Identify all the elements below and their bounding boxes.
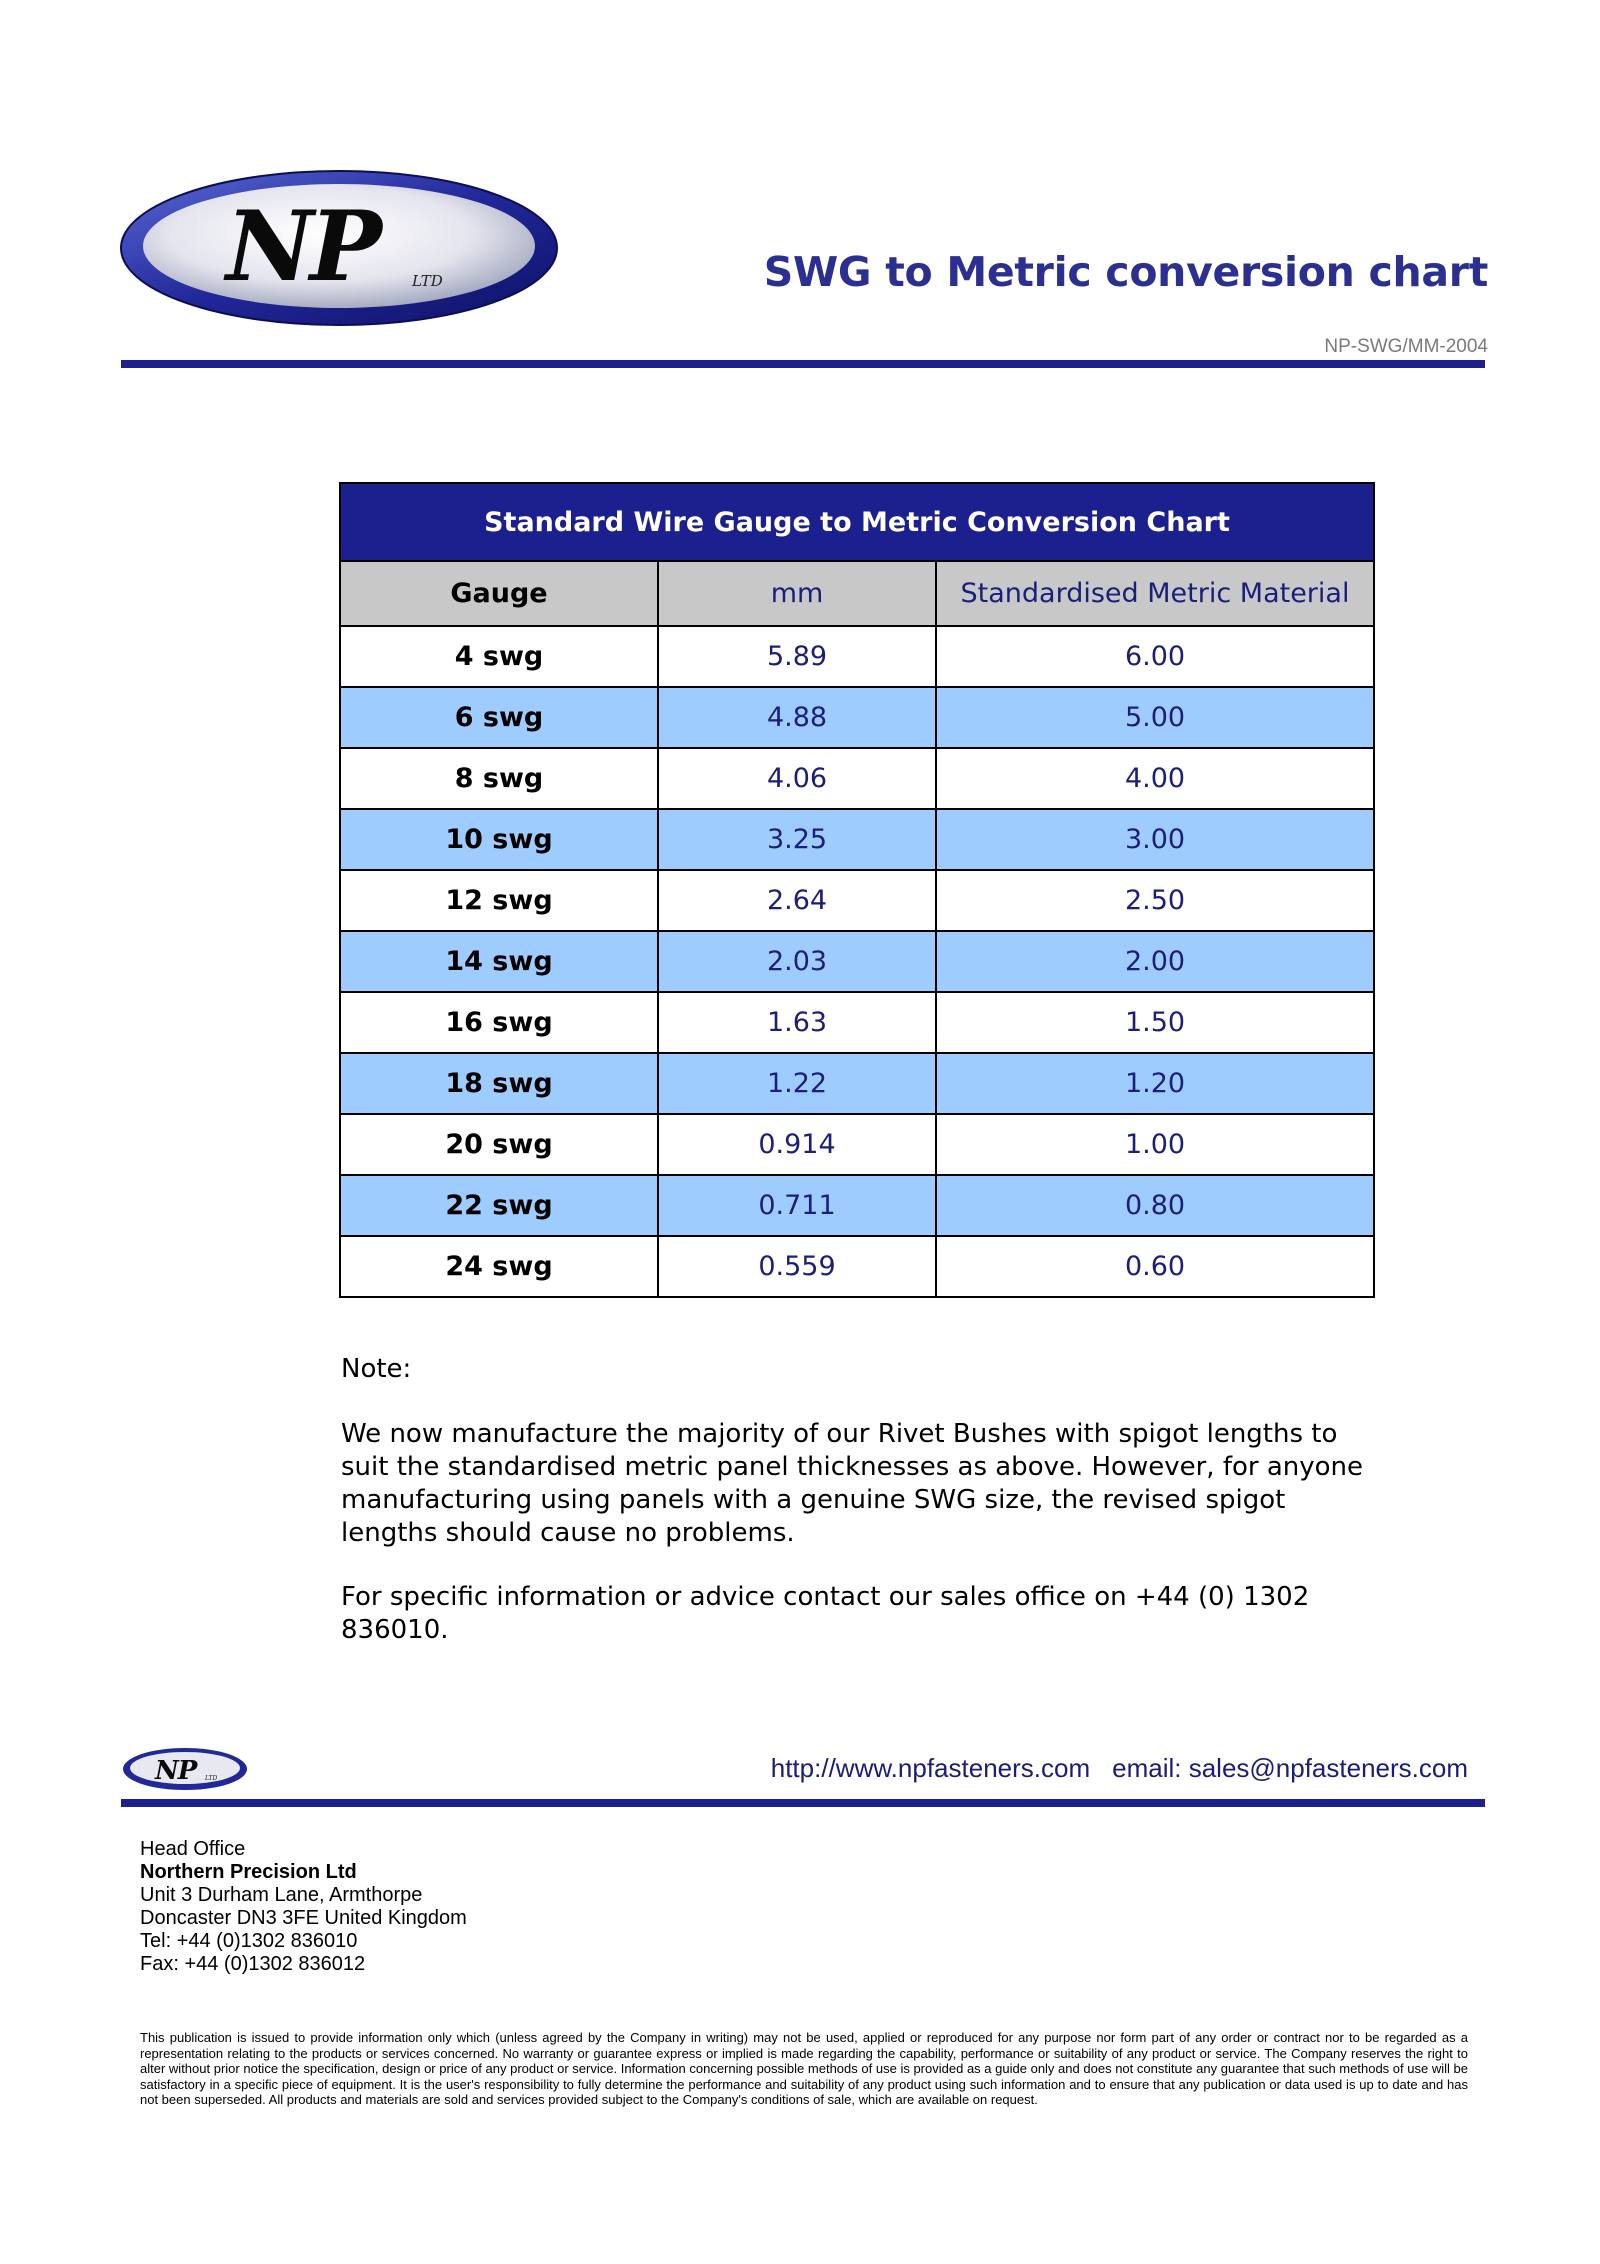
metric-cell: 0.80 <box>936 1175 1374 1236</box>
svg-text:LTD: LTD <box>205 1775 218 1782</box>
disclaimer: This publication is issued to provide information only which (unless agreed by the Company in writing) may not be used, applied or reproduced for any purpose nor form part of any order or contract nor to be regarded as a representation relating to the products or services concerned. No warranty or guarantee express or implied is made regarding the capability, performance or suitability of any product or service. The Company reserves the right to alter without prior notice the specification, design or price of any product or service. Information concerning possible methods of use is provided as a guide only and does not constitute any guarantee that such methods of use will be satisfactory in a specific piece of equipment. It is the user's responsibility to fully determine the performance and suitability of any product using such information and to ensure that any publication or data used is up to date and has not been superseded. All products and materials are sold and services provided subject to the Company's conditions of sale, which are available on request. <box>140 2030 1468 2107</box>
gauge-cell: 10 swg <box>340 809 658 870</box>
metric-cell: 5.00 <box>936 687 1374 748</box>
website-link[interactable]: http://www.npfasteners.com <box>770 1753 1091 1783</box>
mm-cell: 0.711 <box>658 1175 936 1236</box>
gauge-cell: 12 swg <box>340 870 658 931</box>
gauge-cell: 14 swg <box>340 931 658 992</box>
table-header-row <box>340 561 1374 626</box>
np-ltd-logo <box>118 168 560 328</box>
table-row <box>340 687 1374 748</box>
mm-cell: 0.559 <box>658 1236 936 1297</box>
column-header-mm: mm <box>658 561 936 626</box>
note-contact: For specific information or advice contact our sales office on +44 (0) 1302 836010. <box>341 1582 1310 1645</box>
address-line: Unit 3 Durham Lane, Armthorpe <box>140 1884 423 1906</box>
metric-cell: 2.50 <box>936 870 1374 931</box>
np-ltd-footer-logo <box>121 1746 249 1792</box>
metric-cell: 1.00 <box>936 1114 1374 1175</box>
metric-cell: 1.20 <box>936 1053 1374 1114</box>
svg-text:NP: NP <box>155 1756 197 1786</box>
metric-cell: 1.50 <box>936 992 1374 1053</box>
footer-contact-links <box>771 1753 1468 1784</box>
table-title-row <box>340 483 1374 561</box>
table-row <box>340 992 1374 1053</box>
address-heading: Head Office <box>140 1838 246 1860</box>
note-body: We now manufacture the majority of our Rivet Bushes with spigot lengths to suit the standardised metric panel thicknesses as above. However, for anyone manufacturing using panels with a genuine SWG size, the revised spigot lengths should cause no problems. <box>341 1419 1364 1548</box>
table-row <box>340 1175 1374 1236</box>
gauge-cell: 8 swg <box>340 748 658 809</box>
table-row <box>340 1236 1374 1297</box>
note-label: Note: <box>341 1354 412 1384</box>
column-header-gauge: Gauge <box>340 561 658 626</box>
fax: Fax: +44 (0)1302 836012 <box>140 1953 366 1975</box>
document-code: NP-SWG/MM-2004 <box>1324 336 1488 357</box>
table-row <box>340 626 1374 687</box>
gauge-cell: 6 swg <box>340 687 658 748</box>
mm-cell: 4.88 <box>658 687 936 748</box>
telephone: Tel: +44 (0)1302 836010 <box>140 1930 358 1952</box>
metric-cell: 6.00 <box>936 626 1374 687</box>
metric-cell: 3.00 <box>936 809 1374 870</box>
page-title: SWG to Metric conversion chart <box>763 248 1488 296</box>
table-row <box>340 931 1374 992</box>
mm-cell: 1.22 <box>658 1053 936 1114</box>
mm-cell: 4.06 <box>658 748 936 809</box>
gauge-cell: 4 swg <box>340 626 658 687</box>
email-link[interactable]: email: sales@npfasteners.com <box>1112 1753 1468 1783</box>
mm-cell: 0.914 <box>658 1114 936 1175</box>
table-row <box>340 809 1374 870</box>
metric-cell: 4.00 <box>936 748 1374 809</box>
metric-cell: 2.00 <box>936 931 1374 992</box>
company-name: Northern Precision Ltd <box>140 1861 357 1883</box>
svg-text:LTD: LTD <box>412 272 443 290</box>
table-row <box>340 748 1374 809</box>
mm-cell: 3.25 <box>658 809 936 870</box>
mm-cell: 2.03 <box>658 931 936 992</box>
mm-cell: 1.63 <box>658 992 936 1053</box>
table-row <box>340 1053 1374 1114</box>
gauge-cell: 24 swg <box>340 1236 658 1297</box>
gauge-cell: 22 swg <box>340 1175 658 1236</box>
mm-cell: 5.89 <box>658 626 936 687</box>
gauge-cell: 20 swg <box>340 1114 658 1175</box>
gauge-cell: 18 swg <box>340 1053 658 1114</box>
table-row <box>340 870 1374 931</box>
metric-cell: 0.60 <box>936 1236 1374 1297</box>
column-header-metric: Standardised Metric Material <box>936 561 1374 626</box>
address-line: Doncaster DN3 3FE United Kingdom <box>140 1907 467 1929</box>
conversion-table <box>339 482 1375 1298</box>
svg-text:NP: NP <box>226 190 378 303</box>
table-title: Standard Wire Gauge to Metric Conversion Chart <box>340 483 1374 561</box>
footer-divider <box>121 1799 1485 1807</box>
head-office-address <box>140 1838 467 1976</box>
header-divider <box>121 360 1485 368</box>
gauge-cell: 16 swg <box>340 992 658 1053</box>
table-row <box>340 1114 1374 1175</box>
mm-cell: 2.64 <box>658 870 936 931</box>
